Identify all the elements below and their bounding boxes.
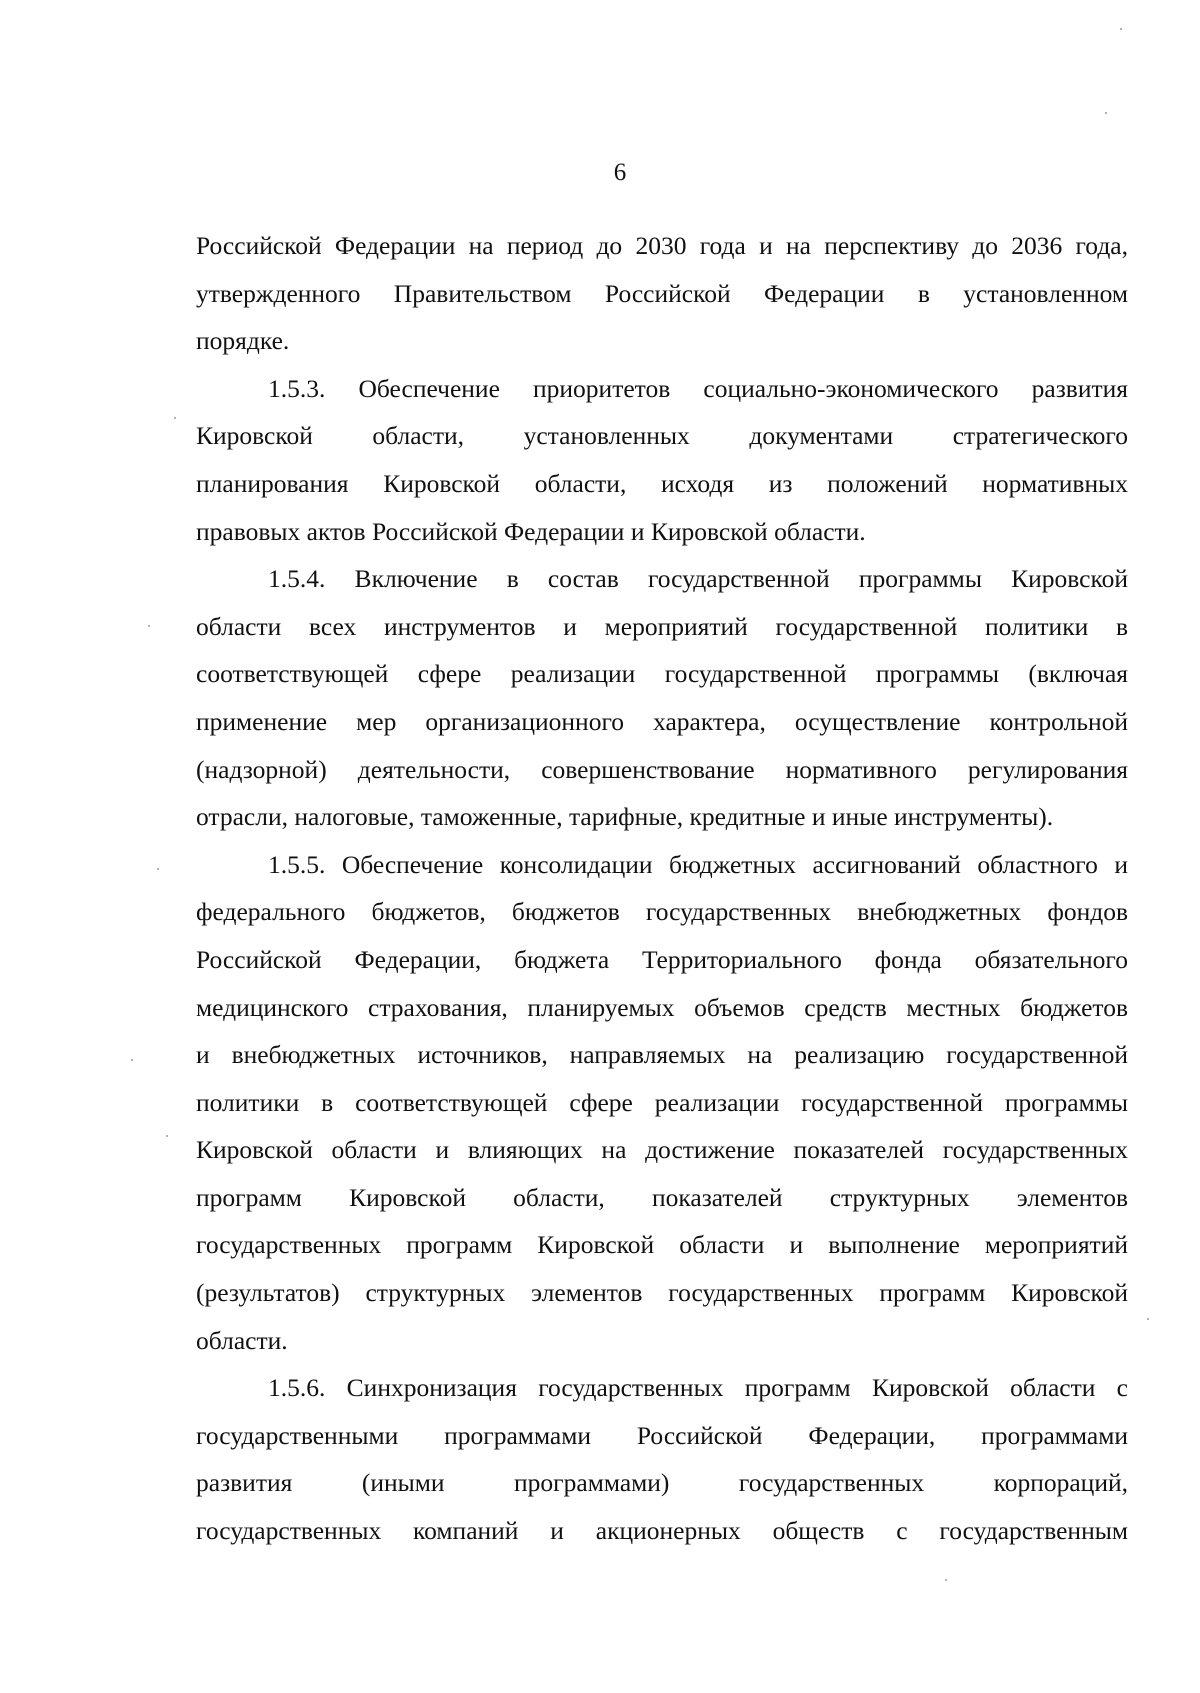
text-line: (результатов) структурных элементов государственных программ Кировской xyxy=(196,1278,1128,1308)
text-line: правовых актов Российской Федерации и Кировской области. xyxy=(196,516,866,546)
text-line: соответствующей сфере реализации государственной программы (включая xyxy=(196,659,1128,689)
paragraph-start-1-5-4: 1.5.4. Включение в состав государственной программы Кировской xyxy=(268,564,1128,594)
scan-speck xyxy=(131,1059,133,1061)
page-number: 6 xyxy=(613,159,627,186)
text-line: медицинского страхования, планируемых объемов средств местных бюджетов xyxy=(196,992,1128,1022)
paragraph-start-1-5-3: 1.5.3. Обеспечение приоритетов социально-экономического развития xyxy=(268,373,1128,403)
text-line: утвержденного Правительством Российской Федерации в установленном xyxy=(196,278,1128,308)
scan-speck xyxy=(1105,112,1107,114)
text-line: порядке. xyxy=(196,326,290,356)
text-line: применение мер организационного характера, осуществление контрольной xyxy=(196,706,1128,736)
text-line: области всех инструментов и мероприятий государственной политики в xyxy=(196,611,1128,641)
text-line: государственных программ Кировской области и выполнение мероприятий xyxy=(196,1230,1128,1260)
text-line: развития (иными программами) государственных корпораций, xyxy=(196,1468,1128,1498)
scan-speck xyxy=(148,625,150,627)
scan-speck xyxy=(174,417,176,419)
text-line: области. xyxy=(196,1325,288,1355)
scan-speck xyxy=(166,1135,168,1137)
text-line: государственных компаний и акционерных обществ с государственным xyxy=(196,1516,1128,1546)
document-body xyxy=(196,222,1128,1555)
paragraph-start-1-5-5: 1.5.5. Обеспечение консолидации бюджетных ассигнований областного и xyxy=(268,849,1128,879)
text-line: Российской Федерации на период до 2030 года и на перспективу до 2036 года, xyxy=(196,231,1128,260)
text-line: планирования Кировской области, исходя из положений нормативных xyxy=(196,468,1128,498)
scan-speck xyxy=(945,1579,947,1581)
text-line: и внебюджетных источников, направляемых на реализацию государственной xyxy=(196,1040,1128,1070)
scan-speck xyxy=(1147,1318,1149,1320)
text-line: Кировской области, установленных документами стратегического xyxy=(196,421,1128,451)
paragraph-start-1-5-6: 1.5.6. Синхронизация государственных программ Кировской области с xyxy=(268,1373,1128,1403)
text-line: Российской Федерации, бюджета Территориального фонда обязательного xyxy=(196,944,1128,974)
text-line: федерального бюджетов, бюджетов государственных внебюджетных фондов xyxy=(196,897,1128,927)
scan-speck xyxy=(157,868,159,870)
text-line: Кировской области и влияющих на достижение показателей государственных xyxy=(196,1135,1128,1165)
text-line: политики в соответствующей сфере реализации государственной программы xyxy=(196,1087,1128,1117)
scan-speck xyxy=(1120,28,1122,30)
text-line: отрасли, налоговые, таможенные, тарифные, кредитные и иные инструменты). xyxy=(196,802,1054,832)
text-line: программ Кировской области, показателей структурных элементов xyxy=(196,1182,1128,1212)
text-line: государственными программами Российской Федерации, программами xyxy=(196,1420,1128,1450)
text-line: (надзорной) деятельности, совершенствование нормативного регулирования xyxy=(196,754,1128,784)
